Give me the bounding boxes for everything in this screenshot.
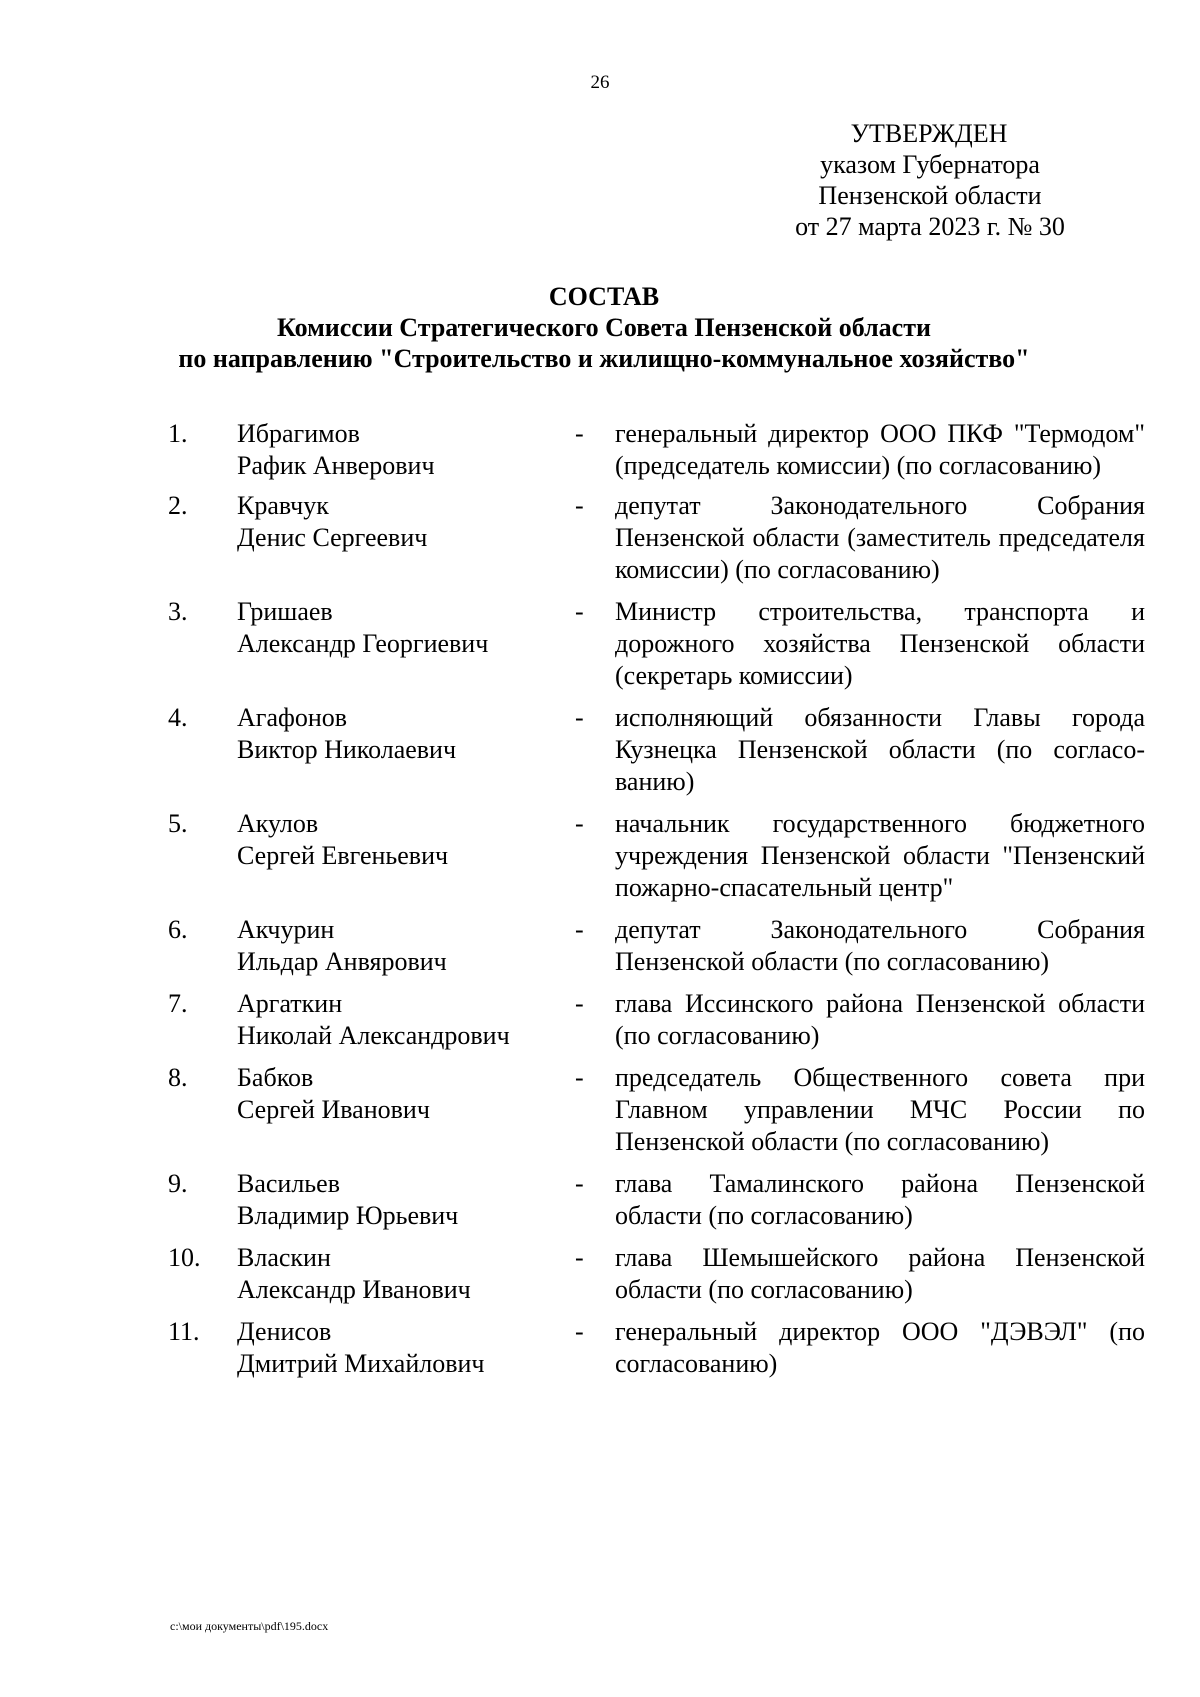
member-dash: - — [575, 1063, 584, 1092]
member-given-name: Александр Георгиевич — [237, 629, 489, 658]
member-position: генеральный директор ООО "ДЭВЭЛ" (по согласованию) — [615, 1317, 1145, 1378]
member-surname: Акчурин — [237, 915, 335, 944]
member-row — [0, 1168, 1200, 1232]
member-row — [0, 1242, 1200, 1306]
member-given-name: Сергей Иванович — [237, 1095, 430, 1124]
approval-line-2: Пензенской области — [818, 181, 1042, 210]
approval-heading: УТВЕРЖДЕН — [850, 119, 1008, 148]
member-row — [0, 808, 1200, 904]
member-position: начальник государственного бюджетного учреждения Пензенской области "Пензенский пожарно-спасательный центр" — [615, 809, 1145, 902]
member-row — [0, 418, 1200, 482]
member-number: 6. — [168, 915, 188, 944]
member-row — [0, 1062, 1200, 1158]
member-given-name: Сергей Евгеньевич — [237, 841, 449, 870]
member-name — [237, 596, 567, 660]
approval-stamp — [760, 118, 1100, 242]
member-given-name: Виктор Николаевич — [237, 735, 457, 764]
member-given-name: Александр Иванович — [237, 1275, 471, 1304]
member-position: председатель Общественного совета при Главном управлении МЧС России по Пензенской области (по согласованию) — [615, 1063, 1145, 1156]
member-number: 5. — [168, 809, 188, 838]
member-dash: - — [575, 1317, 584, 1346]
member-dash: - — [575, 1243, 584, 1272]
member-row — [0, 596, 1200, 692]
member-name — [237, 914, 567, 978]
member-number: 10. — [168, 1243, 201, 1272]
member-name — [237, 490, 567, 554]
approval-line-3: от 27 марта 2023 г. № 30 — [795, 212, 1065, 241]
member-number: 7. — [168, 989, 188, 1018]
member-surname: Бабков — [237, 1063, 314, 1092]
member-given-name: Дмитрий Михайлович — [237, 1349, 485, 1378]
member-surname: Кравчук — [237, 491, 329, 520]
approval-line-1: указом Губернатора — [820, 150, 1040, 179]
member-name — [237, 1062, 567, 1126]
member-name — [237, 418, 567, 482]
member-number: 2. — [168, 491, 188, 520]
members-list — [0, 418, 1200, 1380]
member-row — [0, 490, 1200, 586]
member-number: 3. — [168, 597, 188, 626]
member-dash: - — [575, 419, 584, 448]
member-row — [0, 1316, 1200, 1380]
member-given-name: Денис Сергеевич — [237, 523, 428, 552]
member-surname: Гришаев — [237, 597, 333, 626]
member-dash: - — [575, 989, 584, 1018]
member-row — [0, 914, 1200, 978]
member-position: исполняющий обязанности Главы города Кузнецка Пензенской области (по согласованию) — [615, 703, 1145, 796]
title-line-1: СОСТАВ — [548, 282, 660, 311]
member-dash: - — [575, 491, 584, 520]
member-surname: Ибрагимов — [237, 419, 360, 448]
member-number: 8. — [168, 1063, 188, 1092]
member-position: генеральный директор ООО ПКФ "Термодом" (председатель комиссии) (по согласованию) — [615, 419, 1145, 480]
member-given-name: Владимир Юрьевич — [237, 1201, 459, 1230]
member-position: депутат Законодательного Собрания Пензенской области (заместитель председателя комиссии) (по согласованию) — [615, 491, 1145, 584]
member-row — [0, 702, 1200, 798]
member-number: 11. — [168, 1317, 200, 1346]
member-position: глава Иссинского района Пензенской области (по согласованию) — [615, 989, 1145, 1050]
member-surname: Аргаткин — [237, 989, 343, 1018]
member-number: 9. — [168, 1169, 188, 1198]
member-dash: - — [575, 809, 584, 838]
member-dash: - — [575, 597, 584, 626]
member-given-name: Ильдар Анвярович — [237, 947, 447, 976]
member-surname: Васильев — [237, 1169, 340, 1198]
member-number: 4. — [168, 703, 188, 732]
member-surname: Власкин — [237, 1243, 331, 1272]
member-surname: Акулов — [237, 809, 319, 838]
member-dash: - — [575, 703, 584, 732]
member-name — [237, 1242, 567, 1306]
title-line-2: Комиссии Стратегического Совета Пензенской области — [277, 313, 931, 342]
member-surname: Агафонов — [237, 703, 348, 732]
member-position: Министр строительства, транспорта и дорожного хозяйства Пензенской области (секретарь комиссии) — [615, 597, 1145, 690]
member-position: глава Шемышейского района Пензенской области (по согласованию) — [615, 1243, 1145, 1304]
member-given-name: Рафик Анверович — [237, 451, 435, 480]
member-dash: - — [575, 1169, 584, 1198]
member-number: 1. — [168, 419, 188, 448]
member-position: депутат Законодательного Собрания Пензенской области (по согласованию) — [615, 915, 1145, 976]
document-title — [120, 281, 1088, 374]
page-number: 26 — [590, 72, 610, 93]
member-name — [237, 988, 567, 1052]
member-row — [0, 988, 1200, 1052]
member-given-name: Николай Александрович — [237, 1021, 510, 1050]
member-position: глава Тамалинского района Пензенской области (по согласованию) — [615, 1169, 1145, 1230]
title-line-3: по направлению "Строительство и жилищно-коммунальное хозяйство" — [178, 344, 1030, 373]
member-name — [237, 1316, 567, 1380]
member-surname: Денисов — [237, 1317, 332, 1346]
member-dash: - — [575, 915, 584, 944]
member-name — [237, 702, 567, 766]
member-name — [237, 808, 567, 872]
member-name — [237, 1168, 567, 1232]
footer-file-path: c:\мои документы\pdf\195.docx — [170, 1619, 329, 1633]
